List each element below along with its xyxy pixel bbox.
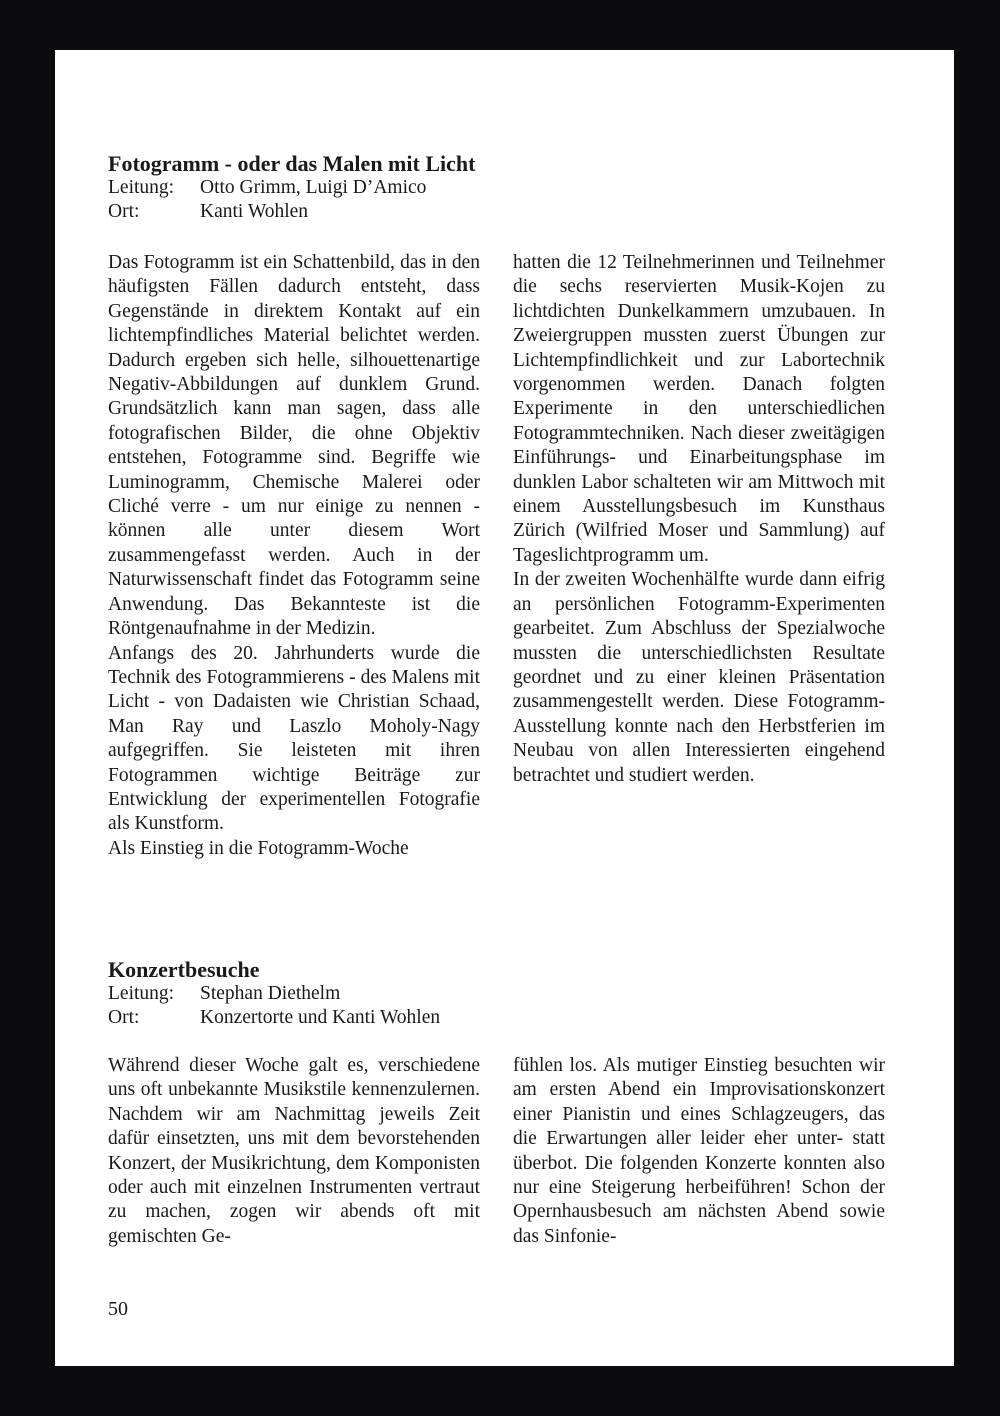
section-title: Konzertbesuche: [108, 957, 260, 982]
leitung-value: Otto Grimm, Luigi D’Amico: [200, 177, 427, 198]
section-2-right-column: [513, 1054, 885, 1249]
section-fotogramm: [108, 152, 908, 224]
leitung-label: Leitung:: [108, 983, 175, 1004]
paragraph: Das Fotogramm ist ein Schattenbild, das in den häufigsten Fällen dadurch entsteht, dass Gegenstände in direktem Kontakt auf ein lichtempfindliches Material belichtet werden. Dadurch ergeben sich helle, silhouettenartige Negativ-Abbildungen auf dunklem Grund. Grundsätzlich kann man sagen, dass alle fotografischen Bilder, die ohne Objektiv entstehen, Fotogramme sind. Begriffe wie Luminogramm, Chemische Malerei oder Cliché verre - um nur einige zu nennen - können alle unter diesem Wort zusammengefasst werden. Auch in der Naturwissenschaft findet das Fotogramm seine Anwendung. Das Bekannteste ist die Röntgenaufnahme in der Medizin.: [108, 252, 480, 640]
ort-row: [108, 200, 908, 224]
paragraph: In der zweiten Wochenhälfte wurde dann eifrig an persönlichen Fotogramm-Experimenten gearbeitet. Zum Abschluss der Spezialwoche mussten die unterschiedlichsten Resultate geordnet und zu einer kleinen Präsentation zusammengestellt werden. Diese Fotogramm-Ausstellung konnte nach den Herbstferien im Neubau von allen Interessierten eingehend betrachtet und studiert werden.: [513, 569, 885, 786]
section-konzertbesuche: [108, 958, 908, 1030]
leitung-row: [108, 176, 908, 200]
leitung-value: Stephan Diethelm: [200, 983, 341, 1004]
document-page: [55, 50, 954, 1366]
ort-value: Kanti Wohlen: [200, 201, 309, 222]
section-1-right-column: [513, 251, 885, 788]
section-1-left-column: [108, 251, 480, 861]
paragraph: hatten die 12 Teilnehmerinnen und Teilnehmer die sechs reservierten Musik-Kojen zu lichtdichten Dunkelkammern umzubauen. In Zweiergruppen mussten zuerst Übungen zur Lichtempfindlichkeit und zur Labortechnik vorgenommen werden. Danach folgten Experimente in den unterschiedlichen Fotogrammtechniken. Nach dieser zweitägigen Einführungs- und Einarbeitungsphase im dunklen Labor schalteten wir am Mittwoch mit einem Ausstellungsbesuch im Kunsthaus Zürich (Wilfried Moser und Sammlung) auf Tageslichtprogramm um.: [513, 252, 885, 566]
section-title: Fotogramm - oder das Malen mit Licht: [108, 151, 476, 176]
leitung-row: [108, 982, 908, 1006]
leitung-label: Leitung:: [108, 177, 175, 198]
page-number: 50: [108, 1298, 128, 1320]
ort-value: Konzertorte und Kanti Wohlen: [200, 1007, 441, 1028]
paragraph: fühlen los. Als mutiger Einstieg besuchten wir am ersten Abend ein Improvisationskonzert einer Pianistin und eines Schlagzeugers, das die Erwartungen aller leider eher unter- statt überbot. Die folgenden Konzerte konnten also nur eine Steigerung herbeiführen! Schon der Opernhausbesuch am nächsten Abend sowie das Sinfonie-: [513, 1055, 885, 1247]
paragraph: Als Einstieg in die Fotogramm-Woche: [108, 837, 409, 859]
section-2-left-column: [108, 1054, 480, 1249]
ort-row: [108, 1006, 908, 1030]
ort-label: Ort:: [108, 201, 140, 222]
paragraph: Während dieser Woche galt es, verschiedene uns oft unbekannte Musikstile kennenzulernen. Nachdem wir am Nachmittag jeweils Zeit dafür einsetzten, uns mit dem bevorstehenden Konzert, der Musikrichtung, dem Komponisten oder auch mit einzelnen Instrumenten vertraut zu machen, zogen wir abends oft mit gemischten Ge-: [108, 1055, 480, 1247]
ort-label: Ort:: [108, 1007, 140, 1028]
paragraph: Anfangs des 20. Jahrhunderts wurde die Technik des Fotogrammierens - des Malens mit Licht - von Dadaisten wie Christian Schaad, Man Ray und Laszlo Moholy-Nagy aufgegriffen. Sie leisteten mit ihren Fotogrammen wichtige Beiträge zur Entwicklung der experimentellen Fotografie als Kunstform.: [108, 642, 480, 835]
